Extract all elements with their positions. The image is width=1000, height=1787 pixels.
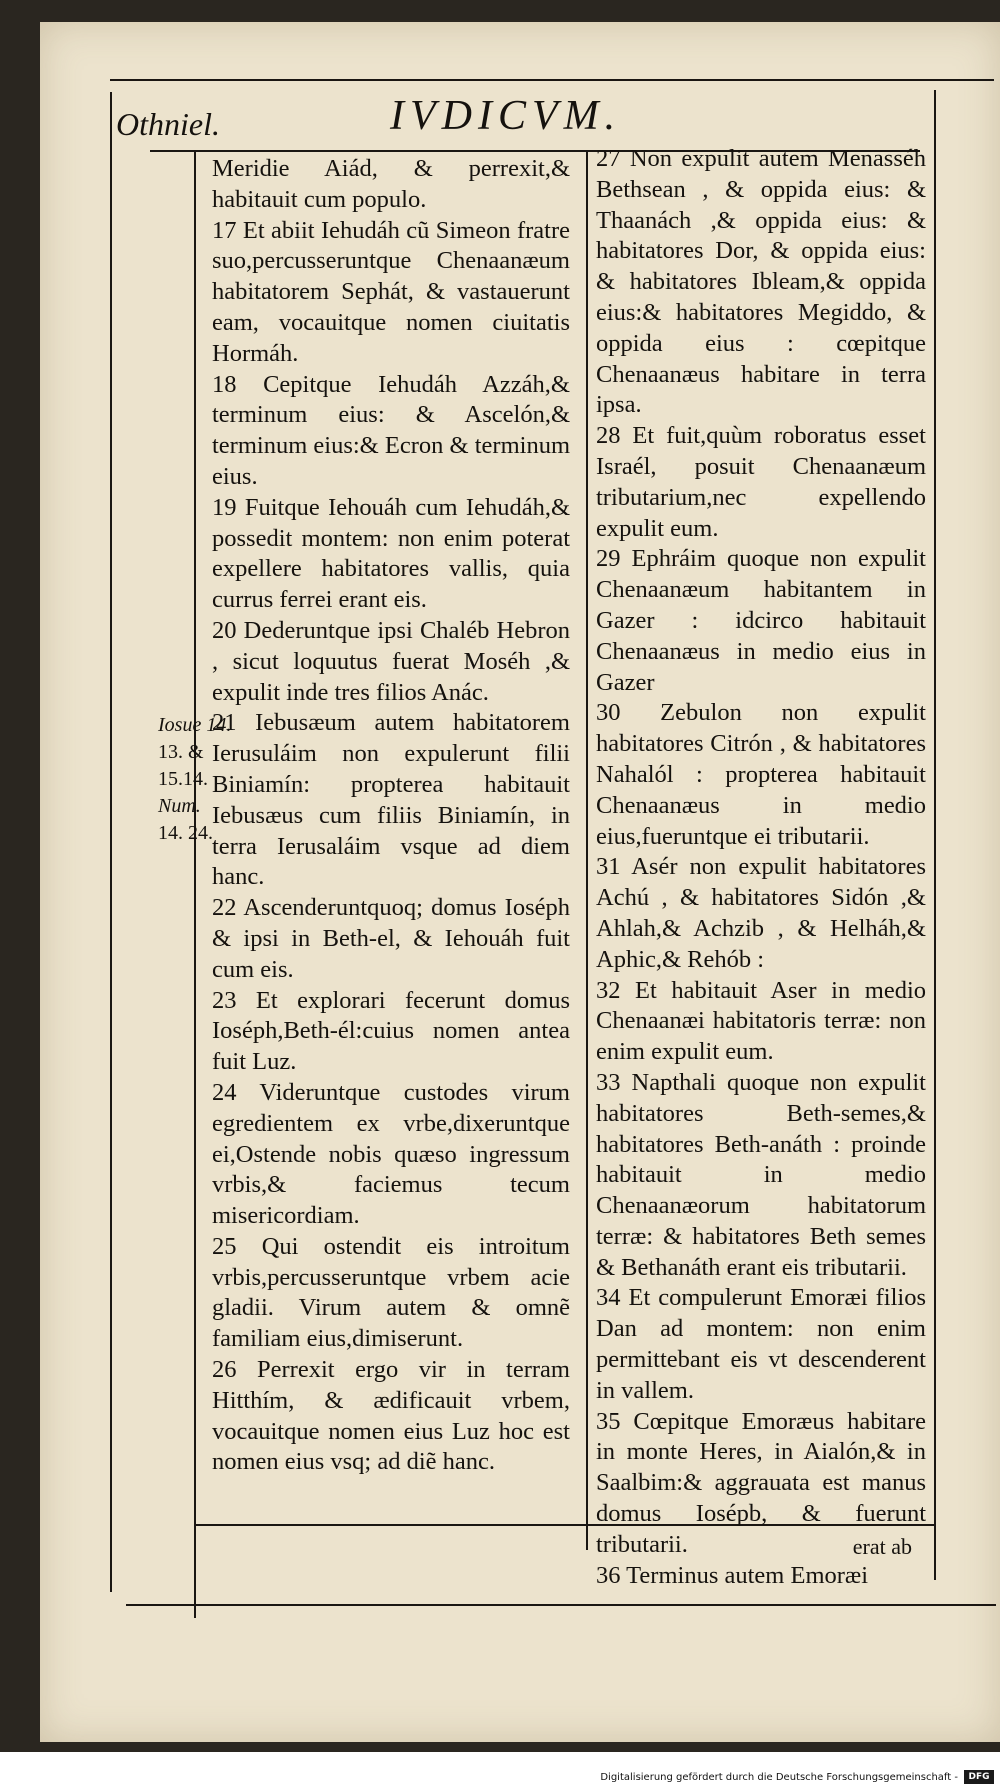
verse: 32 Et habitauit Aser in medio Chenaanæi habitatoris terræ: non enim expulit eum. [596,976,926,1066]
header-rule [110,79,994,81]
verse: 27 Non expulit autem Menasséh Bethsean , & oppida eius: & Thaanách ,& oppida eius: & habitatores Dor, & oppida eius: & habitatores Ibleam,& oppida eius:& habitatores Megiddo, & oppida eius : cœpitque Chenaanæus habitare in terra ipsa. [596,145,926,419]
dfg-logo-icon: DFG [964,1770,994,1784]
verse: Meridie Aiád, & perrexit,& habitauit cum populo. [212,155,570,213]
margin-note: 14. 24. [158,822,213,844]
frame-left-rule [110,92,112,1592]
book-page [40,22,1000,1742]
verse: 18 Cepitque Iehudáh Azzáh,& terminum eius: & Ascelón,& terminum eius:& Ecron & terminum eius. [212,370,570,490]
verse: 33 Napthali quoque non expulit habitatores Beth-semes,& habitatores Beth-anáth : proinde habitauit in medio Chenaanæorum habitatorum terræ: & habitatores Beth semes & Bethanáth erant eis tributarii. [596,1068,926,1281]
verse: 20 Dederuntque ipsi Chaléb Hebron , sicut loquutus fuerat Moséh ,& expulit inde tres filios Anác. [212,616,570,706]
footer-credit: Digitalisierung gefördert durch die Deutsche Forschungsgemeinschaft - [600,1772,958,1783]
running-head-left: Othniel. [116,106,220,142]
margin-note: 15.14. [158,768,208,790]
margin-note: Num. [158,795,201,817]
left-text-column [212,154,570,1478]
verse: 19 Fuitque Iehouáh cum Iehudáh,& possedit montem: non enim poterat expellere habitatores vallis, quia currus ferrei erant eis. [212,493,570,614]
verse: 21 Iebusæum autem habitatorem Ierusuláim non expulerunt filii Biniamín: propterea habitauit Iebusæus cum filiis Biniamín, in terra Ierusaláim vsque ad diem hanc. [212,709,570,891]
catchword: erat ab [852,1534,912,1559]
verse: 24 Videruntque custodes virum egredientem ex vrbe,dixeruntque ei,Ostende nobis quæso ingressum vrbis,& faciemus tecum misericordiam. [212,1078,570,1230]
verse: 30 Zebulon non expulit habitatores Citrón , & habitatores Nahalól : propterea habitauit Chenaanæus in medio eius,fueruntque ei tributarii. [596,699,926,850]
verse: 31 Asér non expulit habitatores Achú , & habitatores Sidón ,& Ahlah,& Achzib , & Helháh,& Aphic,& Rehób : [596,853,926,973]
margin-note: Iosue 14. [158,714,232,736]
verse: 28 Et fuit,quùm roboratus esset Israél, posuit Chenaanæum tributarium,nec expellendo expulit eum. [596,422,926,542]
verse: 35 Cœpitque Emoræus habitare in monte Heres, in Aialón,& in Saalbim:& aggrauata est manus domus Iosépb, & fuerunt tributarii. [596,1407,926,1558]
center-column-rule [586,150,588,1550]
margin-note: 13. & [158,741,204,763]
frame-right-rule [934,90,936,1580]
verse: 17 Et abiit Iehudáh cũ Simeon fratre suo,percusseruntque Chenaanæum habitatorem Sephát, & vastauerunt eam, vocauitque nomen ciuitatis Hormáh. [212,216,570,367]
margin-column-rule [194,150,196,1618]
verse: 25 Qui ostendit eis introitum vrbis,percusseruntque vrbem acie gladii. Virum autem & omnẽ familiam eius,dimiserunt. [212,1232,570,1353]
verse: 34 Et compulerunt Emoræi filios Dan ad montem: non enim permittebant eis vt descenderent in vallem. [596,1284,926,1404]
running-head-title: IVDICVM. [390,93,622,139]
bottom-frame-rule [126,1604,996,1606]
verse: 36 Terminus autem Emoræi [596,1561,869,1589]
page-top-shadow [0,0,1000,22]
right-text-column [596,144,926,1591]
verse: 29 Ephráim quoque non expulit Chenaanæum habitantem in Gazer : idcirco habitauit Chenaanæus in medio eius in Gazer [596,545,926,696]
verse: 23 Et explorari fecerunt domus Ioséph,Beth-él:cuius nomen antea fuit Luz. [212,986,570,1076]
verse: 22 Ascenderuntquoq; domus Ioséph & ipsi in Beth-el, & Iehouáh fuit cum eis. [212,894,570,983]
verse: 26 Perrexit ergo vir in terram Hitthím, & ædificauit vrbem, vocauitque nomen eius Luz hoc est nomen eius vsq; ad diẽ hanc. [212,1356,570,1476]
page-left-shadow [0,0,40,1787]
